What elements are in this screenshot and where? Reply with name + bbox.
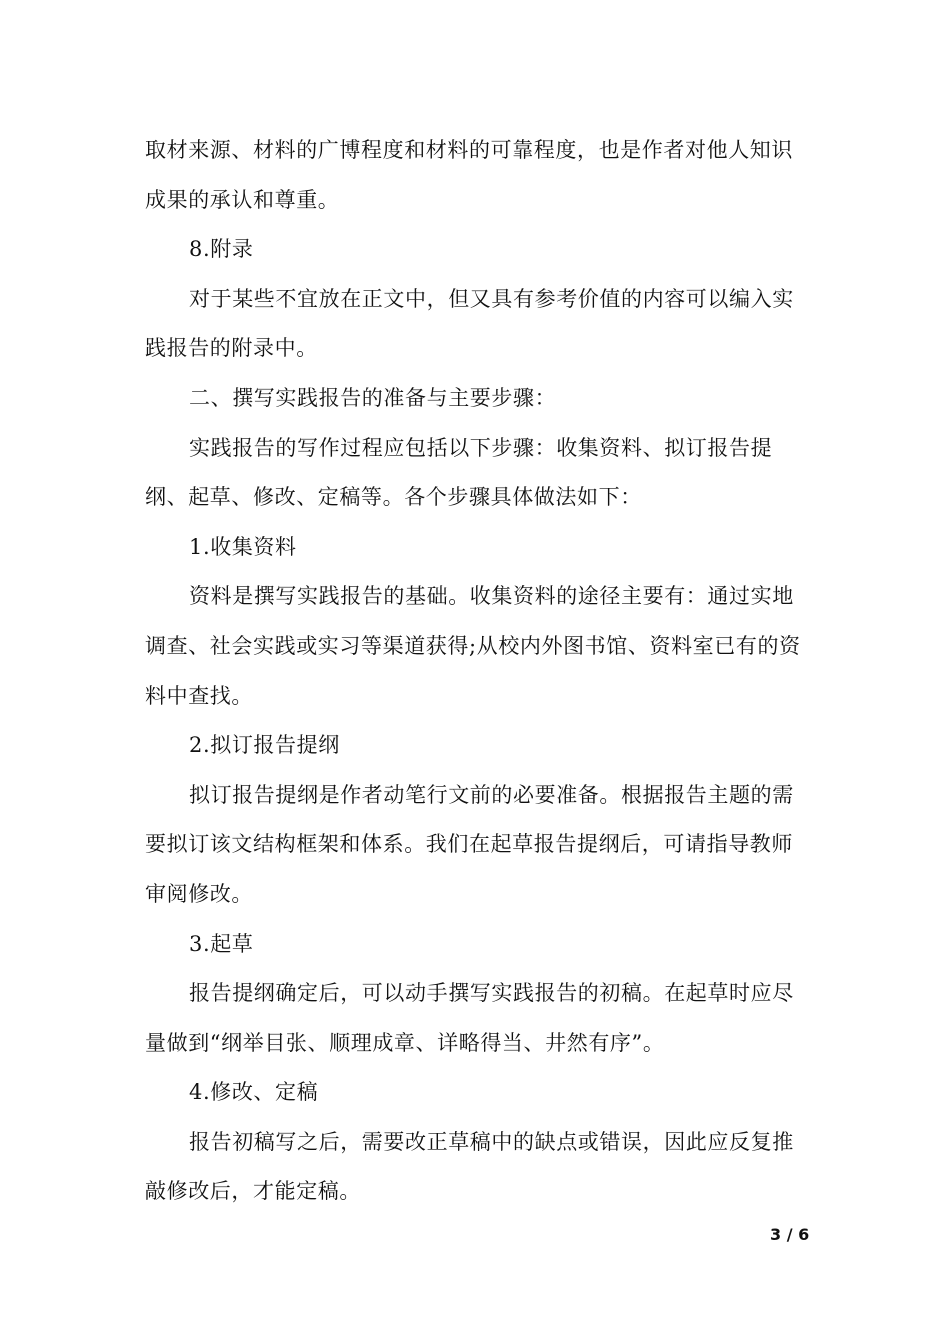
paragraph: 拟订报告提纲是作者动笔行文前的必要准备。根据报告主题的需要拟订该文结构框架和体系。我们在起草报告提纲后，可请指导教师审阅修改。 [145, 782, 794, 906]
paragraph: 取材来源、材料的广博程度和材料的可靠程度，也是作者对他人知识成果的承认和尊重。 [145, 138, 793, 212]
paragraph: 实践报告的写作过程应包括以下步骤：收集资料、拟订报告提纲、起草、修改、定稿等。各个步骤具体做法如下： [145, 435, 773, 510]
section-heading-outline: 2.拟订报告提纲 [189, 733, 340, 758]
section-heading-steps: 二、撰写实践报告的准备与主要步骤： [189, 385, 557, 410]
section-heading-appendix: 8.附录 [189, 237, 254, 262]
section-heading-revise: 4.修改、定稿 [189, 1080, 319, 1105]
section-heading-draft: 3.起草 [189, 931, 254, 956]
section-heading-collect: 1.收集资料 [189, 534, 297, 559]
page-number: 3 / 6 [770, 1225, 810, 1244]
paragraph: 报告提纲确定后，可以动手撰写实践报告的初稿。在起草时应尽量做到“纲举目张、顺理成章、详略得当、井然有序”。 [145, 981, 794, 1055]
document-body [145, 126, 810, 1217]
paragraph: 资料是撰写实践报告的基础。收集资料的途径主要有：通过实地调查、社会实践或实习等渠道获得;从校内外图书馆、资料室已有的资料中查找。 [145, 584, 801, 708]
paragraph: 对于某些不宜放在正文中，但又具有参考价值的内容可以编入实践报告的附录中。 [145, 286, 794, 361]
paragraph: 报告初稿写之后，需要改正草稿中的缺点或错误，因此应反复推敲修改后，才能定稿。 [145, 1129, 794, 1204]
